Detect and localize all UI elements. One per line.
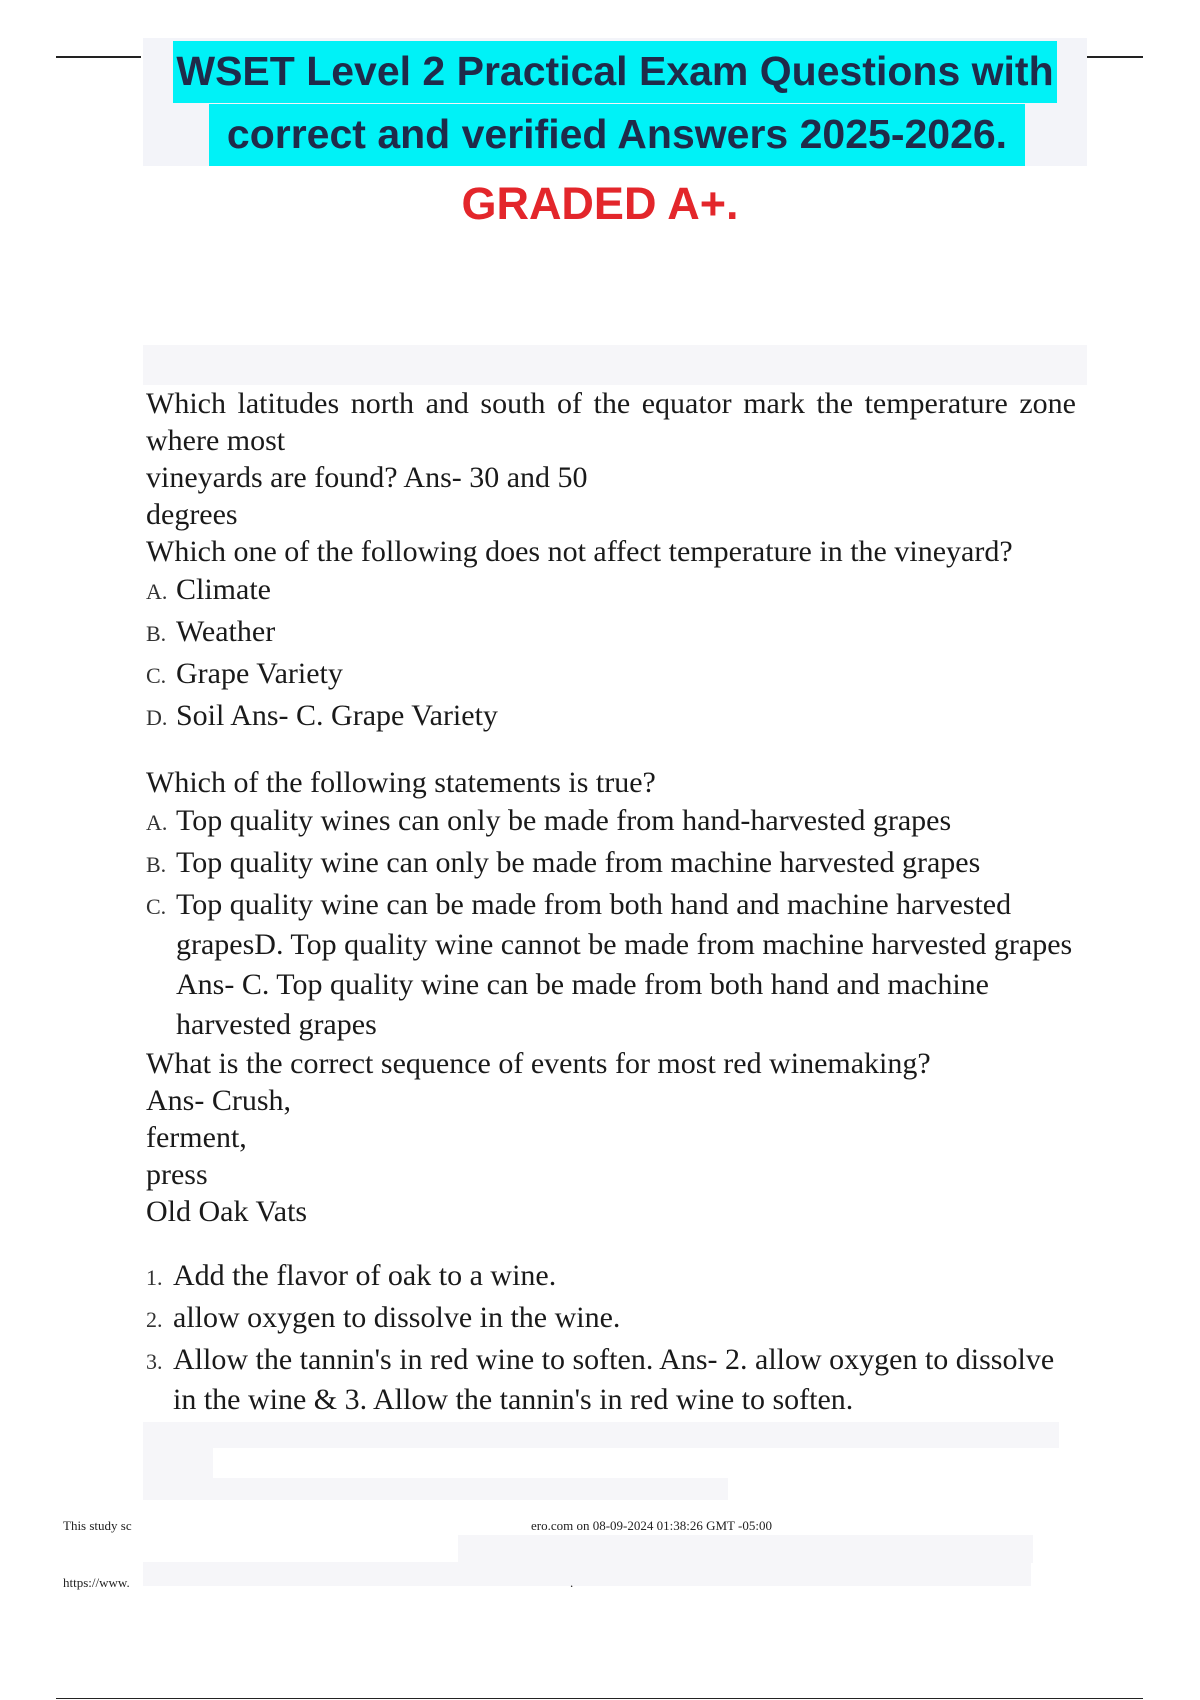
- option-text: Top quality wine can be made from both hand and machine harvested grapesD. Top quality wine cannot be made from machine harvested grapes Ans- C. Top quality wine can be made from both hand and machine harvested grapes: [176, 888, 1073, 1041]
- title-line-2: correct and verified Answers 2025-2026.: [209, 104, 1025, 166]
- option-text: Soil Ans- C. Grape Variety: [176, 699, 498, 732]
- faint-band: [458, 1535, 1033, 1563]
- footer-source-left: This study sc: [63, 1518, 132, 1533]
- option-letter: C.: [146, 663, 167, 688]
- item-text: Add the flavor of oak to a wine.: [173, 1259, 557, 1292]
- option-letter: B.: [146, 852, 167, 877]
- top-rule-left: [56, 56, 141, 58]
- top-rule-right: [1087, 56, 1143, 58]
- question-2-option-c: [146, 654, 1076, 696]
- question-5-heading: Old Oak Vats: [146, 1195, 308, 1228]
- question-3-prompt: Which of the following statements is true?: [146, 766, 656, 799]
- option-text: Climate: [176, 573, 271, 606]
- question-1-answer-cont: degrees: [146, 498, 238, 531]
- question-3-option-b: [146, 843, 1076, 885]
- option-letter: D.: [146, 705, 168, 730]
- item-text: Allow the tannin's in red wine to soften. Ans- 2. allow oxygen to dissolve in the wine & 3. Allow the tannin's in red wine to soften.: [173, 1343, 1055, 1416]
- question-2-prompt: Which one of the following does not affect temperature in the vineyard?: [146, 535, 1013, 568]
- question-1: [146, 385, 1076, 533]
- faint-band: [143, 1422, 1059, 1448]
- title-line-1: WSET Level 2 Practical Exam Questions with: [173, 41, 1057, 103]
- question-4-answer-line: press: [146, 1158, 208, 1191]
- item-number: 2.: [146, 1307, 163, 1332]
- option-letter: A.: [146, 579, 168, 604]
- question-5-item-3: [146, 1340, 1076, 1420]
- question-4-prompt: What is the correct sequence of events for most red winemaking?: [146, 1047, 931, 1080]
- footer-url: https://www.: [63, 1575, 130, 1590]
- option-text: Grape Variety: [176, 657, 343, 690]
- option-text: Top quality wines can only be made from hand-harvested grapes: [176, 804, 952, 837]
- document-body: [146, 385, 1076, 1420]
- question-2-option-d: [146, 696, 1076, 738]
- question-2-option-a: [146, 570, 1076, 612]
- spacer: [146, 738, 1076, 764]
- question-2: [146, 533, 1076, 738]
- question-4: [146, 1045, 1076, 1193]
- item-number: 1.: [146, 1265, 163, 1290]
- item-number: 3.: [146, 1349, 163, 1374]
- question-2-option-b: [146, 612, 1076, 654]
- option-letter: B.: [146, 621, 167, 646]
- question-3: [146, 764, 1076, 1045]
- question-4-answer-line: ferment,: [146, 1121, 247, 1154]
- question-1-answer: vineyards are found? Ans- 30 and 50: [146, 461, 588, 494]
- title-block: [143, 38, 1087, 166]
- item-text: allow oxygen to dissolve in the wine.: [173, 1301, 621, 1334]
- bottom-rule: [56, 1698, 1143, 1699]
- faint-band: [143, 1448, 213, 1478]
- footer-source-right: ero.com on 08-09-2024 01:38:26 GMT -05:00: [531, 1518, 772, 1533]
- question-5: [146, 1193, 1076, 1420]
- question-5-item-1: [146, 1256, 1076, 1298]
- faint-band: [143, 1478, 728, 1500]
- question-4-answer-line: Ans- Crush,: [146, 1084, 292, 1117]
- footer-dot: .: [570, 1575, 574, 1590]
- option-text: Weather: [176, 615, 276, 648]
- question-3-option-a: [146, 801, 1076, 843]
- faint-band: [143, 345, 1087, 385]
- faint-band: [143, 1562, 1031, 1586]
- question-5-item-2: [146, 1298, 1076, 1340]
- spacer: [146, 1230, 1076, 1256]
- question-3-option-c: [146, 885, 1076, 1045]
- option-letter: A.: [146, 810, 168, 835]
- question-1-text: Which latitudes north and south of the equator mark the temperature zone where most: [146, 387, 1076, 457]
- option-letter: C.: [146, 894, 167, 919]
- option-text: Top quality wine can only be made from machine harvested grapes: [176, 846, 981, 879]
- grade-heading: GRADED A+.: [461, 178, 739, 229]
